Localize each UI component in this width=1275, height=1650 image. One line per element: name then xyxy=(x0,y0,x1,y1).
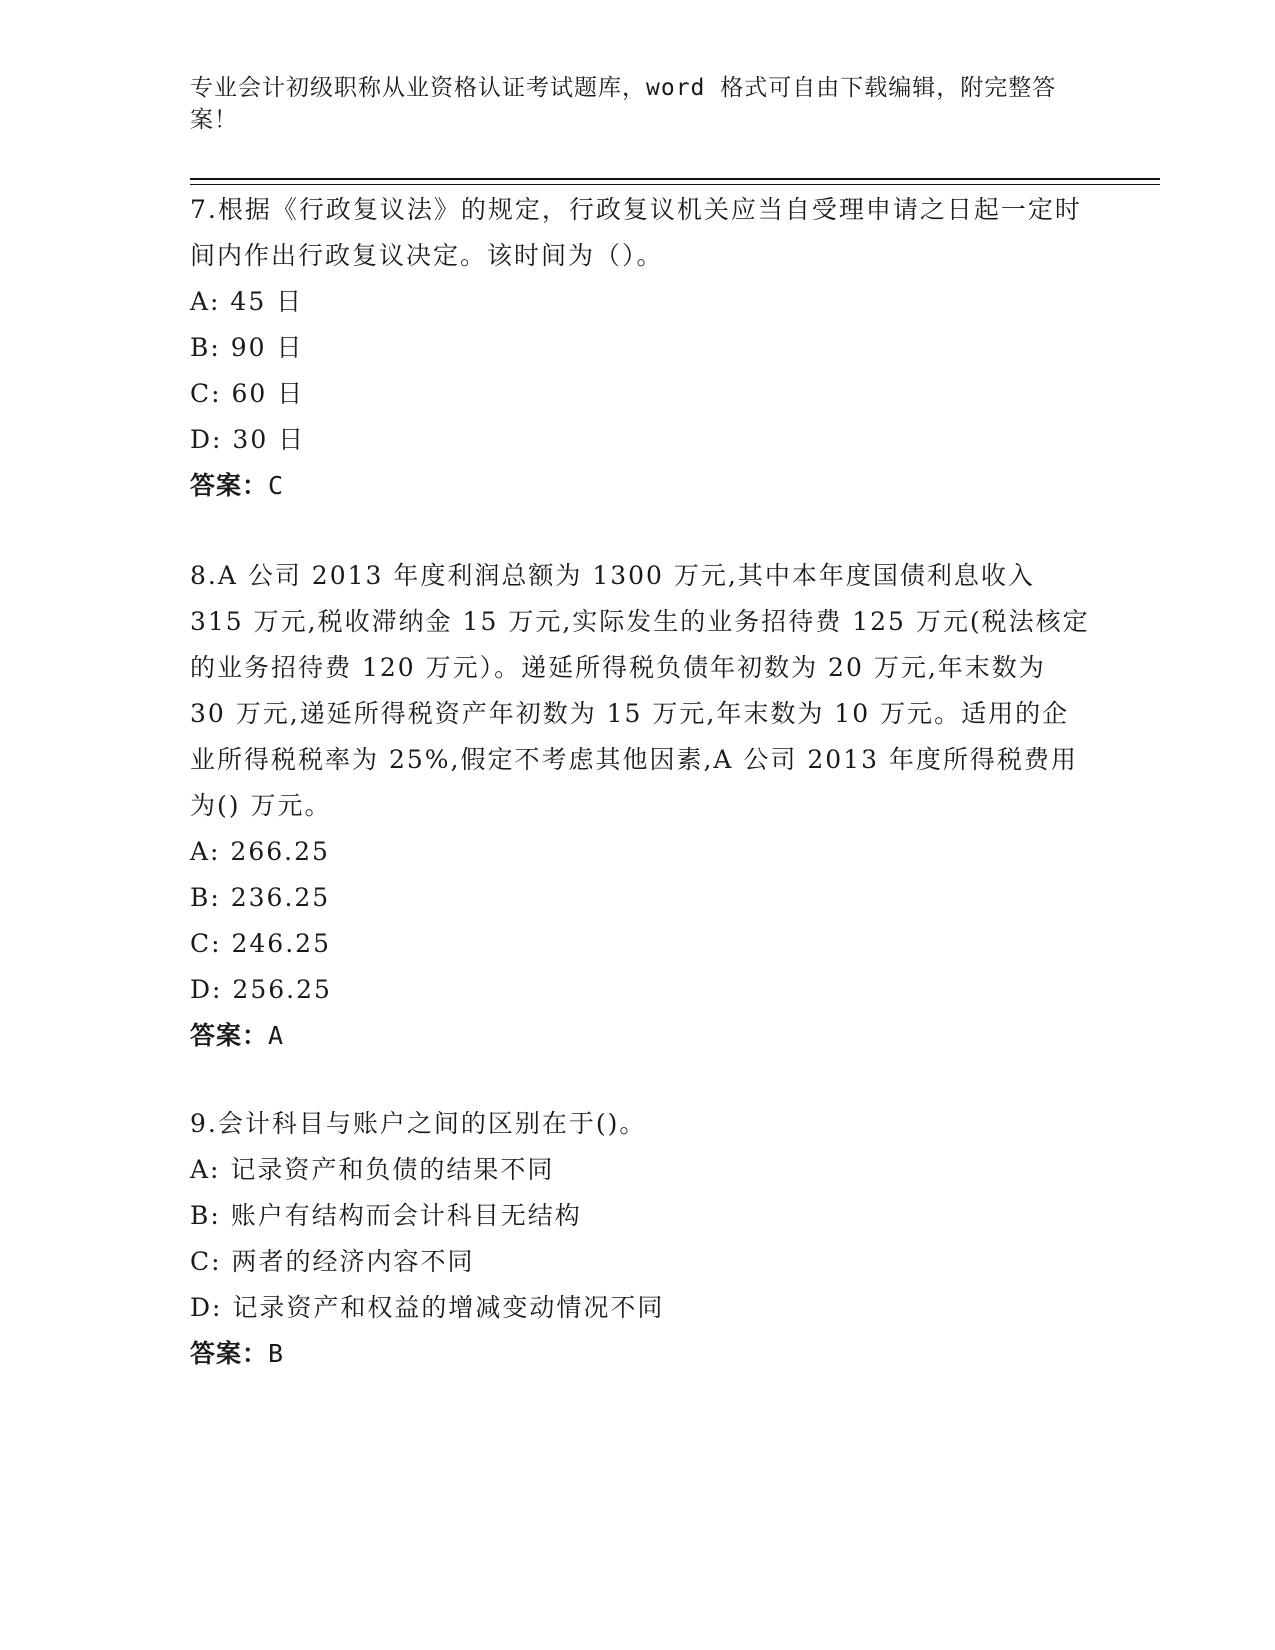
option-b: B: 236.25 xyxy=(190,883,331,912)
option-d: D: 记录资产和权益的增减变动情况不同 xyxy=(190,1293,665,1322)
answer-value: B xyxy=(268,1339,285,1368)
answer-value: C xyxy=(268,471,285,500)
option-d: D: 30 日 xyxy=(190,425,306,454)
option-c: C: 两者的经济内容不同 xyxy=(190,1247,475,1276)
header-divider-bottom xyxy=(190,184,1160,185)
question-stem: 7.根据《行政复议法》的规定，行政复议机关应当自受理申请之日起一定时间内作出行政复议决定。该时间为（）。 xyxy=(190,195,1082,270)
answer-line xyxy=(190,463,1090,509)
answer-value: A xyxy=(268,1021,285,1050)
option-b: B: 账户有结构而会计科目无结构 xyxy=(190,1201,582,1230)
question-stem: 8.A 公司 2013 年度利润总额为 1300 万元,其中本年度国债利息收入 315 万元,税收滞纳金 15 万元,实际发生的业务招待费 125 万元(税法核定的业务招待费 120 万元）。递延所得税负债年初数为 20 万元,年末数为 30 万元,递延所得税资产年初数为 15 万元,年末数为 10 万元。适用的企业所得税税率为 25%,假定不考虑其他因素,A 公司 2013 年度所得税费用为() 万元。 xyxy=(190,561,1090,820)
option-b: B: 90 日 xyxy=(190,333,304,362)
question-9 xyxy=(190,1101,1090,1377)
header-note: 专业会计初级职称从业资格认证考试题库，word 格式可自由下载编辑，附完整答案！ xyxy=(190,75,1057,133)
answer-label: 答案： xyxy=(190,471,269,500)
option-a: A: 45 日 xyxy=(190,287,304,316)
option-c: C: 60 日 xyxy=(190,379,305,408)
answer-line xyxy=(190,1013,1090,1059)
header-divider-top xyxy=(190,178,1160,180)
answer-line xyxy=(190,1331,1090,1377)
answer-label: 答案： xyxy=(190,1339,269,1368)
option-a: A: 记录资产和负债的结果不同 xyxy=(190,1155,555,1184)
question-stem: 9.会计科目与账户之间的区别在于()。 xyxy=(190,1109,647,1138)
option-a: A: 266.25 xyxy=(190,837,330,866)
option-c: C: 246.25 xyxy=(190,929,331,958)
option-d: D: 256.25 xyxy=(190,975,332,1004)
question-8 xyxy=(190,553,1090,1059)
answer-label: 答案： xyxy=(190,1021,269,1050)
question-7 xyxy=(190,187,1090,509)
